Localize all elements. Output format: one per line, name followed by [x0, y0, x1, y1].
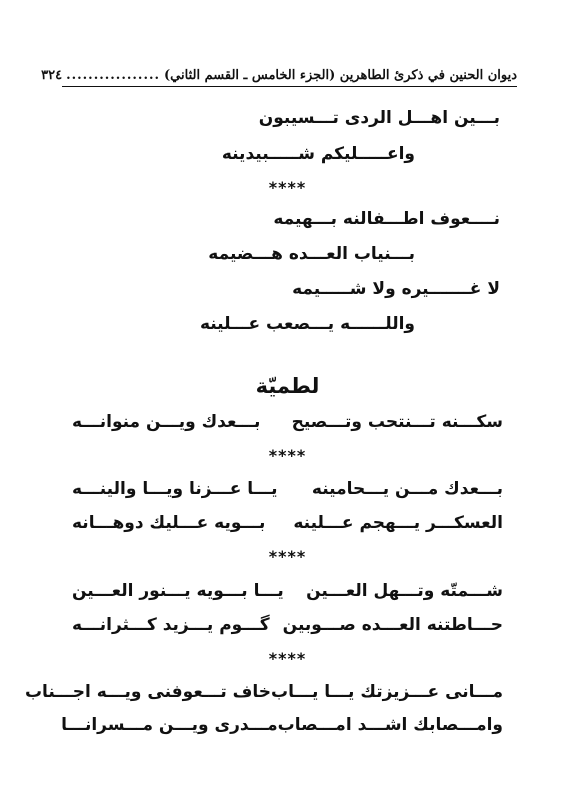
couplet-first-hemistich: مـــانى عـــزيزتك يـــا يـــاب [271, 682, 503, 702]
verse-line: بـــين اهـــل الردى تـــسيبون [258, 108, 500, 128]
verse-line: لا غـــــــيره ولا شـــــيمه [292, 279, 500, 299]
couplet [72, 613, 503, 637]
header-rule [62, 86, 517, 87]
stanza-separator: **** [268, 547, 307, 566]
couplet-second-hemistich: يـــا بـــويه يـــنور العـــين [72, 581, 284, 601]
stanza-separator: **** [268, 649, 307, 668]
couplet-first-hemistich: بـــعدك مـــن يـــحامينه [311, 479, 503, 499]
couplet [72, 477, 503, 501]
couplet [61, 713, 503, 737]
couplet-first-hemistich: العسكـــر يـــهجم عـــلينه [293, 513, 503, 533]
verse-line: نــــعوف اطـــفالنه بـــهيمه [273, 209, 500, 229]
couplet-first-hemistich: شـــمتّه وتـــهل العـــين [306, 581, 503, 601]
couplet [72, 511, 503, 535]
couplet-second-hemistich: بـــعدك ويـــن منوانـــه [72, 412, 261, 432]
couplet-first-hemistich: حـــاطتنه العـــده صـــوبين [282, 615, 503, 635]
couplet-first-hemistich: وامـــصابك اشـــد امـــصاب [277, 715, 503, 735]
couplet [24, 680, 503, 704]
stanza-separator: **** [268, 446, 307, 465]
couplet [72, 579, 503, 603]
couplet-first-hemistich: سكـــنه تـــنتحب وتـــصيح [291, 412, 503, 432]
couplet-second-hemistich: خاف تـــعوفنى ويـــه اجـــناب [24, 682, 272, 702]
page-number: ٣٢٤ [41, 67, 63, 83]
couplet-second-hemistich: بـــويه عـــليك دوهـــانه [72, 513, 266, 533]
running-header [41, 64, 517, 86]
verse-line: بـــنياب العـــده هـــضيمه [208, 244, 415, 264]
couplet-second-hemistich: يـــا عـــزنا ويـــا والينـــه [72, 479, 278, 499]
verse-line: واعـــــليكم شـــــبيدينه [221, 144, 415, 164]
verse-line: واللــــــه يـــصعب عـــلينه [199, 314, 415, 334]
couplet-second-hemistich: گـــوم يـــزيد كـــثرانـــه [72, 615, 270, 635]
stanza-separator: **** [268, 178, 307, 197]
running-title: ديوان الحنين في ذكرئ الطاهرين (الجزء الخامس ـ القسم الثاني) [164, 67, 517, 83]
couplet [72, 410, 503, 434]
poem-title: لطميّة [255, 374, 320, 398]
couplet-second-hemistich: مـــدرى ويـــن مـــسرانـــا [61, 715, 278, 735]
leader-dots: ................. [66, 67, 161, 83]
